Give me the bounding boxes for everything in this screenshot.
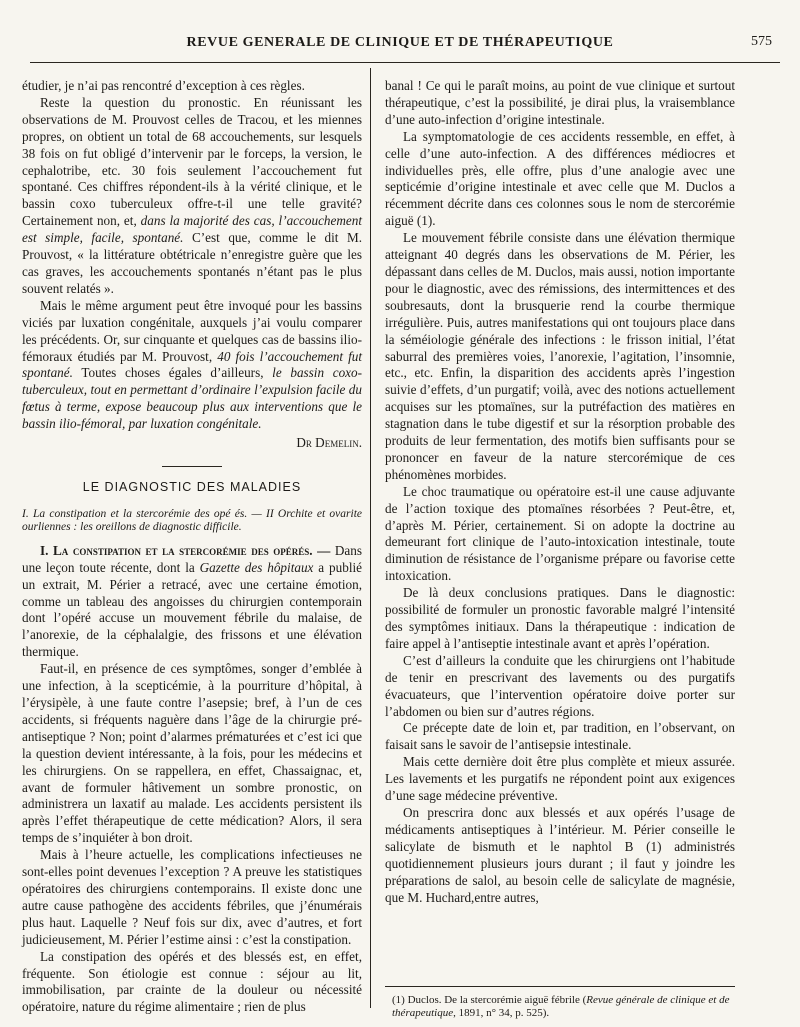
paragraph: La constipation des opérés et des blessés est, en effet, fréquente. Son étiologie est connue : séjour au lit, immobilisation, par crainte de la douleur ou nécessité opératoire, nature du régime alimentaire ; rien de plus <box>22 948 362 1015</box>
paragraph: banal ! Ce qui le paraît moins, au point de vue clinique et surtout thérapeutique, c’est la possibilité, je dirai plus, la vraisemblance d’une auto-infection d’origine intestinale. <box>385 78 735 127</box>
footnote-text: , 1891, n° 34, p. 525). <box>453 1007 550 1019</box>
journal-title: REVUE GENERALE DE CLINIQUE ET DE THÉRAPEUTIQUE <box>186 35 614 50</box>
section-summary: I. La constipation et la stercorémie des opé és. — II Orchite et ovarite ourliennes : les oreillons de diagnostic difficile. <box>22 507 362 534</box>
text: Reste la question du pronostic. En réunissant les observations de M. Prouvost celles de Tracou, et les miennes propres, on obtient un total de 68 accouchements, sur lesquels 38 fois on fut obligé d’intervenir par le forceps, la version, le cephalotribe, etc. 30 fois seulement l’accouchement fut spontané. Ces chiffres répondent-ils à la vérité clinique, et le bassin coxo tuberculeux offre-t-il une telle gravité? Certainement non, et, <box>22 94 362 229</box>
page-number: 575 <box>751 34 772 49</box>
left-column <box>22 78 362 1016</box>
paragraph: C’est d’ailleurs la conduite que les chirurgiens ont l’habitude de tenir en prescrivant des lavements ou des purgatifs évacuateurs, que l’intervention opératoire doive porter sur l’abdomen ou bien sur d’autres régions. <box>385 652 735 719</box>
paragraph: On prescrira donc aux blessés et aux opérés l’usage de médicaments antiseptiques à l’intérieur. M. Périer conseille le salicylate de bismuth et le naphtol B (1) administrés quotidiennement plusieurs jours durant ; il faut y joindre les préparations de salol, au besoin celle de salicylate de magnésie, que M. Huchard,entre autres, <box>385 804 735 905</box>
right-column <box>385 78 735 906</box>
emphasis: le bassin coxo-tuberculeux, tout en permettant d’ordinaire l’expulsion facile du fœtus à terme, expose beaucoup plus aux interventions que le bassin ilio-fémoral, par luxation congénitale. <box>22 365 363 432</box>
paragraph: Mais à l’heure actuelle, les complications infectieuses ne sont-elles point devenues l’exception ? A preuve les statistiques opératoires des chirurgiens contemporains. Il existe donc une autre cause pathogène des accidents fébriles, que j’énumérais plus haut. Laquelle ? Neuf fois sur dix, avec d’autres, et fort judicieusement, M. Périer l’estime ainsi : c’est la constipation. <box>22 847 362 947</box>
text: Dans une leçon toute récente, dont la <box>22 542 362 575</box>
paragraph: étudier, je n’ai pas rencontré d’exception à ces règles. <box>22 78 305 93</box>
emphasis: Gazette des hôpitaux <box>199 559 314 575</box>
column-divider <box>370 68 371 1008</box>
text: C’est que, comme le dit M. Prouvost, « la littérature obtétricale n’enregistre guère que les cas graves, les accouchements spontanés n’étant pas le plus souvent relatés ». <box>22 230 363 296</box>
author-signature: Dr Demelin. <box>296 435 362 451</box>
paragraph: Ce précepte date de loin et, par tradition, en l’observant, on faisait sans le savoir de l’antisepsie intestinale. <box>385 720 735 753</box>
footnote-emphasis: Revue générale de clinique et de thérapeutique <box>392 994 730 1019</box>
paragraph: Faut-il, en présence de ces symptômes, songer d’emblée à une infection, à la scepticémie, à la pourriture d’hôpital, à l’érysipèle, à une faute contre l’asepsie; bref, à l’un de ces accidents, si fréquents naguère dans l’âge de la chirurgie pré-antiseptique ? Non; point d’alarmes prématurées et c’est ici que la question devient intéressante, à la fois, pour les médecins et les chirurgiens. On se rappellera, en effet, Chassaignac, et, avant de formuler hâtivement un sombre pronostic, on administrera un laxatif au malade. Les accidents persistent ils après l’effet thérapeutique de cette médication? Alors, il sera temps de s’inquiéter à bon droit. <box>22 661 362 846</box>
header-rule <box>30 62 780 63</box>
paragraph: Le mouvement fébrile consiste dans une élévation thermique atteignant 40 degrés dans les observations de M. Périer, les dépassant dans celles de M. Duclos, mais aussi, notion importante pour le diagnostic, avec des rémissions, des intermittences et des soubresauts, dont la brusquerie rend la courbe thermique irrégulière. Puis, autres manifestations qui ont toujours place dans la séméiologie générale des infections : le frisson initial, l’état saburral des premières voies, l’anorexie, l’agitation, l’insomnie, etc., etc. Enfin, la disparition des accidents après l’ingestion suivie d’effets, d’un purgatif; voilà, avec des notions actuellement acquises sur les ptomaïnes, sur la putréfaction des matières en stagnation dans le tube digestif et sur la résorption probable des produits de leur fermentation, des motifs bien suffisants pour se prononcer en faveur de la nature stercorémique de ces phénomènes morbides. <box>385 230 735 482</box>
paragraph <box>22 298 362 433</box>
text: Mais le même argument peut être invoqué pour les bassins viciés par luxation congénitale, auxquels j’ai voulu comparer les précédents. Or, sur cinquante et quelques cas de bassins ilio-fémoraux étudiés par M. Prouvost, <box>22 297 362 364</box>
paragraph: Le choc traumatique ou opératoire est-il une cause adjuvante de l’action toxique des ptomaïnes résorbées ? Peut-être, et, d’après M. Périer, certainement. Si on adopte la doctrine au demeurant fort clinique de l’auto-intoxication intestinale, toute diminution de résistance de l’organisme prépare ou favorise cette intoxication. <box>385 483 735 584</box>
paragraph: La symptomatologie de ces accidents ressemble, en effet, à celle d’une auto-infection. A des différences médiocres et individuelles près, elle offre, plus d’une analogie avec une septicémie d’origine intestinale et avec celle que M. Duclos a récemment décrite dans ces colonnes sous le nom de stercorémie aiguë (1). <box>385 128 735 229</box>
paragraph <box>22 543 362 661</box>
footnote-rule <box>385 986 735 987</box>
footnote <box>392 994 735 1020</box>
text: a publié un extrait, M. Périer a retracé, avec une certaine émotion, comme un tableau des angoisses du chirurgien contemporain dont l’opéré accuse un mouvement fébrile du malaise, de l’anorexie, de la céphalalgie, des frissons et une élévation thermique. <box>22 559 362 660</box>
running-header <box>20 32 780 54</box>
emphasis: 40 fois l’accouchement fut spontané. <box>22 348 363 381</box>
text: Toutes choses égales d’ailleurs, <box>81 365 264 381</box>
footnote-text: (1) Duclos. De la stercorémie aiguë fébrile ( <box>392 994 587 1006</box>
paragraph: De là deux conclusions pratiques. Dans le diagnostic: possibilité de formuler un pronostic favorable malgré l’intensité des symptômes initiaux. Dans la thérapeutique : indication de faire appel à l’antiseptie intestinale avant et après l’opération. <box>385 585 735 651</box>
subsection-lead: I. La constipation et la stercorémie des opérés. — <box>40 542 331 558</box>
paragraph: Mais cette dernière doit être plus complète et mieux assurée. Les lavements et les purgatifs ne répondent point aux exigences d’une sage médecine préventive. <box>385 754 735 804</box>
emphasis: dans la majorité des cas, l’accouchement est simple, facile, spontané. <box>22 213 363 246</box>
section-separator <box>162 466 222 467</box>
paragraph <box>22 95 362 298</box>
section-title: LE DIAGNOSTIC DES MALADIES <box>82 479 302 494</box>
